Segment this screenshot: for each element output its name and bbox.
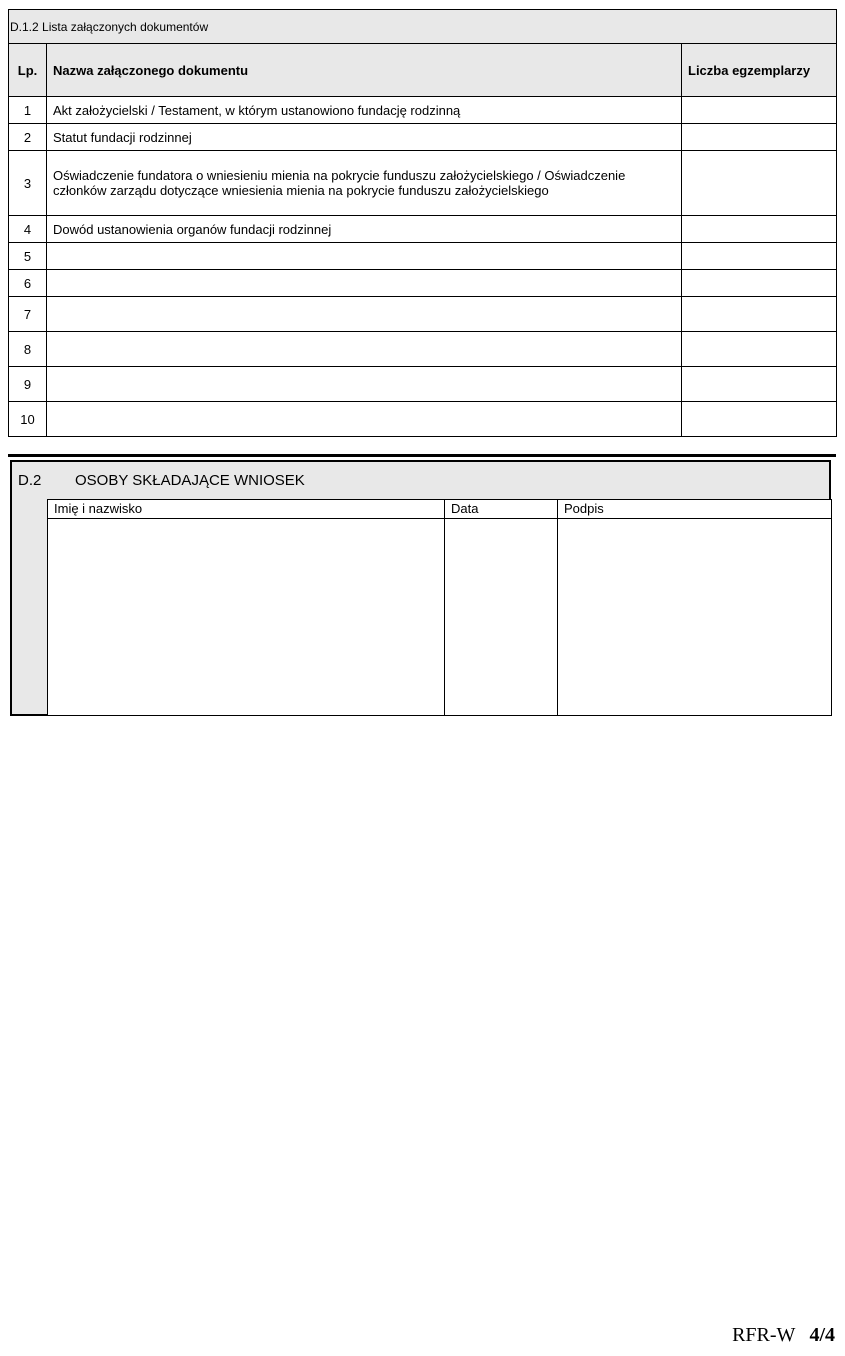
document-name-cell[interactable]: Dowód ustanowienia organów fundacji rodzinnej bbox=[47, 216, 682, 243]
row-number: 1 bbox=[9, 97, 47, 124]
section-title-row bbox=[9, 10, 837, 44]
copies-cell[interactable] bbox=[682, 297, 837, 332]
signature-field[interactable] bbox=[558, 519, 832, 716]
copies-cell[interactable] bbox=[682, 151, 837, 216]
table-header-row bbox=[9, 44, 837, 97]
row-number: 2 bbox=[9, 124, 47, 151]
table-row bbox=[9, 332, 837, 367]
form-code: RFR-W bbox=[732, 1324, 796, 1346]
document-name-cell[interactable] bbox=[47, 297, 682, 332]
copies-cell[interactable] bbox=[682, 124, 837, 151]
document-name-cell[interactable] bbox=[47, 402, 682, 437]
row-number: 8 bbox=[9, 332, 47, 367]
document-name-cell[interactable]: Statut fundacji rodzinnej bbox=[47, 124, 682, 151]
row-number: 7 bbox=[9, 297, 47, 332]
column-header-copies: Liczba egzemplarzy bbox=[682, 44, 837, 97]
document-name-cell[interactable] bbox=[47, 367, 682, 402]
copies-cell[interactable] bbox=[682, 216, 837, 243]
row-number: 4 bbox=[9, 216, 47, 243]
date-field[interactable] bbox=[445, 519, 558, 716]
copies-cell[interactable] bbox=[682, 367, 837, 402]
document-name-cell[interactable] bbox=[47, 243, 682, 270]
section-divider bbox=[8, 454, 836, 457]
copies-cell[interactable] bbox=[682, 332, 837, 367]
column-header-full-name: Imię i nazwisko bbox=[48, 500, 445, 519]
table-row bbox=[9, 402, 837, 437]
copies-cell[interactable] bbox=[682, 243, 837, 270]
document-name-cell[interactable]: Oświadczenie fundatora o wniesieniu mienia na pokrycie funduszu założycielskiego / Oświadczenie członków zarządu dotyczące wniesienia mienia na pokrycie funduszu założycielskiego bbox=[47, 151, 682, 216]
full-name-field[interactable] bbox=[48, 519, 445, 716]
column-header-date: Data bbox=[445, 500, 558, 519]
table-row bbox=[9, 151, 837, 216]
row-number: 5 bbox=[9, 243, 47, 270]
column-header-signature: Podpis bbox=[558, 500, 832, 519]
table-header-row bbox=[48, 500, 832, 519]
column-header-document-name: Nazwa załączonego dokumentu bbox=[47, 44, 682, 97]
copies-cell[interactable] bbox=[682, 402, 837, 437]
row-number: 3 bbox=[9, 151, 47, 216]
table-row bbox=[9, 216, 837, 243]
table-row bbox=[9, 243, 837, 270]
section-title: OSOBY SKŁADAJĄCE WNIOSEK bbox=[75, 472, 305, 489]
page-footer bbox=[732, 1324, 835, 1347]
table-row bbox=[9, 367, 837, 402]
table-row bbox=[9, 270, 837, 297]
section-number: D.2 bbox=[18, 472, 42, 489]
copies-cell[interactable] bbox=[682, 270, 837, 297]
document-name-cell[interactable] bbox=[47, 332, 682, 367]
document-name-cell[interactable]: Akt założycielski / Testament, w którym ustanowiono fundację rodzinną bbox=[47, 97, 682, 124]
table-row bbox=[48, 519, 832, 716]
row-number: 10 bbox=[9, 402, 47, 437]
section-d2 bbox=[10, 460, 831, 716]
page-number: 4/4 bbox=[809, 1324, 835, 1346]
document-name-cell[interactable] bbox=[47, 270, 682, 297]
table-row bbox=[9, 297, 837, 332]
attached-documents-table bbox=[8, 9, 837, 437]
column-header-lp: Lp. bbox=[9, 44, 47, 97]
signatories-table bbox=[47, 499, 832, 716]
section-title: D.1.2 Lista załączonych dokumentów bbox=[9, 10, 837, 44]
table-row bbox=[9, 124, 837, 151]
row-number: 6 bbox=[9, 270, 47, 297]
copies-cell[interactable] bbox=[682, 97, 837, 124]
table-row bbox=[9, 97, 837, 124]
row-number: 9 bbox=[9, 367, 47, 402]
